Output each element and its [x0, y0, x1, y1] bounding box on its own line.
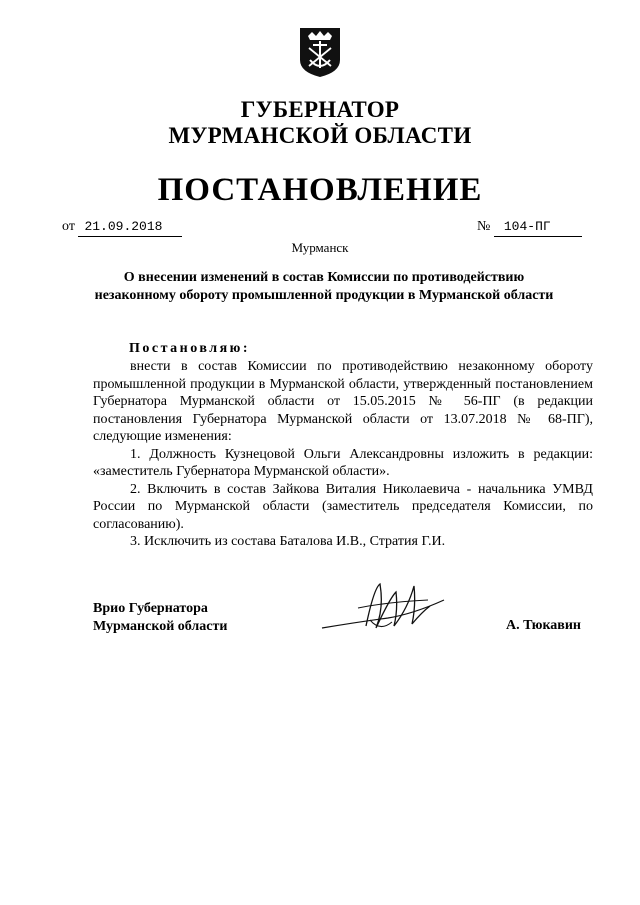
signer-position-line1: Врио Губернатора: [93, 601, 208, 616]
body-intro-paragraph: внести в состав Комиссии по противодействию незаконному обороту промышленной продукции в Мурманской области, утвержденный постановлением Губернатора Мурманской области от 15.05.2015 № 56-ПГ (в редакции постановления Губернатора Мурманской области от 13.07.2018 № 68-ПГ), следующие изменения:: [93, 359, 593, 444]
number-prefix: №: [477, 219, 491, 234]
handwritten-signature-icon: [318, 578, 448, 638]
city-name: Мурманск: [291, 240, 349, 255]
body-item-2: 2. Включить в состав Зайкова Виталия Николаевича - начальника УМВД России по Мурманской области (заместитель председателя Комиссии, по согласованию).: [93, 481, 593, 532]
signer-position: [93, 600, 227, 636]
document-subject: [60, 269, 588, 305]
subject-line2: незаконному обороту промышленной продукции в Мурманской области: [94, 288, 554, 303]
document-body: [93, 358, 593, 551]
coat-of-arms-icon: [298, 26, 342, 78]
issuer-title-line1: ГУБЕРНАТОР: [240, 97, 400, 122]
issuer-title-line2: МУРМАНСКОЙ ОБЛАСТИ: [168, 123, 472, 148]
subject-line1: О внесении изменений в состав Комиссии по противодействию: [123, 270, 525, 285]
date-prefix: от: [62, 219, 75, 234]
body-item-3: 3. Исключить из состава Баталова И.В., Стратия Г.И.: [130, 534, 446, 549]
document-date: [62, 218, 182, 237]
document-number: [477, 218, 582, 237]
document-type-heading: ПОСТАНОВЛЕНИЕ: [157, 172, 483, 208]
body-item-1: 1. Должность Кузнецовой Ольги Александровны изложить в редакции: «заместитель Губернатора Мурманской области».: [93, 446, 593, 479]
decree-word: Постановляю:: [129, 341, 251, 356]
signer-position-line2: Мурманской области: [93, 619, 228, 634]
date-value: 21.09.2018: [78, 218, 182, 237]
number-value: 104-ПГ: [494, 218, 582, 237]
signer-name: А. Тюкавин: [506, 618, 581, 633]
